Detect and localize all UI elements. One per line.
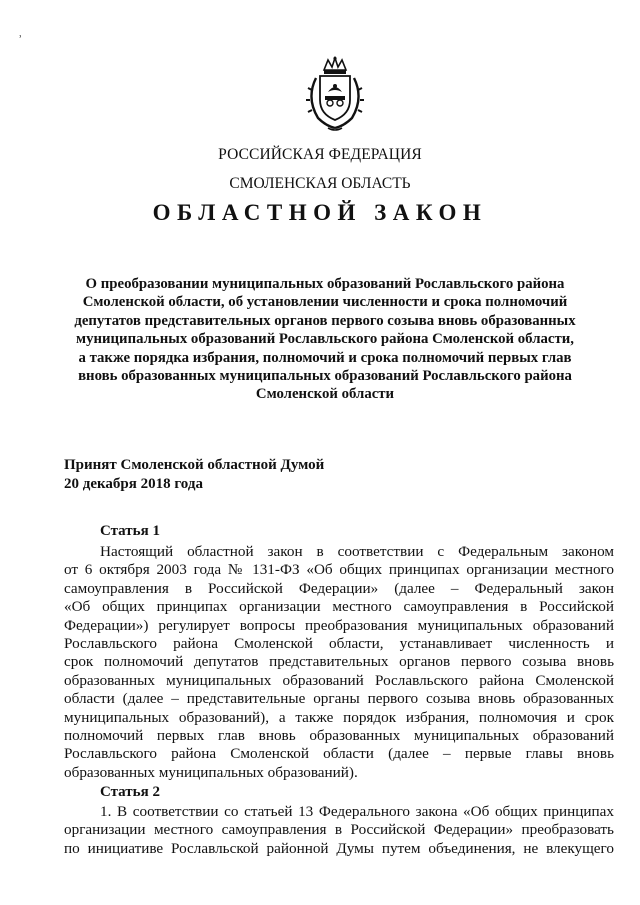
article-1-text bbox=[64, 543, 614, 782]
article-2-text bbox=[64, 803, 614, 858]
adoption-info bbox=[64, 456, 324, 493]
text-line: Рославльского района Смоленской области, устанавливает численность и bbox=[64, 635, 614, 653]
article-1-heading: Статья 1 bbox=[100, 523, 160, 539]
text-line: Федерации») регулирует вопросы преобразования муниципальных образований bbox=[64, 616, 614, 634]
text-line: Настоящий областной закон в соответствии с Федеральным законом bbox=[100, 543, 614, 560]
law-title-line: О преобразовании муниципальных образований Рославльского района bbox=[85, 276, 565, 292]
text-line: от 6 октября 2003 года № 131-ФЗ «Об общих принципах организации местного bbox=[64, 561, 614, 579]
region-name: СМОЛЕНСКАЯ ОБЛАСТЬ bbox=[229, 175, 411, 192]
margin-mark: ʾ bbox=[18, 34, 23, 49]
text-line: муниципальных образований), а также порядок избрания, полномочия и срок bbox=[64, 708, 614, 726]
text-line: полномочий первых глав вновь образованных муниципальных образований bbox=[64, 727, 614, 745]
text-line: 1. В соответствии со статьей 13 Федерального закона «Об общих принципах bbox=[100, 803, 614, 820]
coat-of-arms-icon bbox=[298, 56, 372, 132]
law-title-line: а также порядка избрания, полномочий и срока полномочий первых глав bbox=[78, 349, 572, 366]
law-title bbox=[60, 275, 590, 404]
text-line: «Об общих принципах организации местного самоуправления в Российской bbox=[64, 598, 614, 616]
text-line: образованных муниципальных образований). bbox=[64, 763, 358, 781]
adopted-by: Принят Смоленской областной Думой bbox=[64, 457, 325, 473]
law-title-line: Смоленской области bbox=[255, 386, 395, 403]
law-title-line: депутатов представительных органов первого созыва вновь образованных bbox=[74, 312, 576, 329]
text-line: организации местного самоуправления в Российской Федерации» преобразовать bbox=[64, 821, 614, 839]
law-title-line: вновь образованных муниципальных образований Рославльского района bbox=[78, 368, 572, 385]
country-name: РОССИЙСКАЯ ФЕДЕРАЦИЯ bbox=[218, 146, 422, 163]
text-line: самоуправления в Российской Федерации» (далее – Федеральный закон bbox=[64, 579, 614, 597]
text-line: Рославльского района Смоленской области (далее – первые главы вновь bbox=[64, 745, 614, 763]
text-line: образованных муниципальных образований Рославльского района Смоленской bbox=[64, 671, 614, 689]
text-line: по инициативе Рославльской районной Думы путем объединения, не влекущего bbox=[64, 839, 614, 857]
text-line: области (далее – представительные органы первого созыва вновь образованных bbox=[64, 690, 614, 708]
text-line: срок полномочий депутатов представительных органов первого созыва вновь bbox=[64, 653, 614, 671]
document-type: ОБЛАСТНОЙ ЗАКОН bbox=[152, 200, 488, 225]
law-title-line: муниципальных образований Рославльского района Смоленской области, bbox=[76, 331, 574, 348]
adoption-date: 20 декабря 2018 года bbox=[64, 475, 203, 492]
law-title-line: Смоленской области, об установлении численности и срока полномочий bbox=[82, 294, 568, 311]
article-2-heading: Статья 2 bbox=[100, 784, 160, 800]
